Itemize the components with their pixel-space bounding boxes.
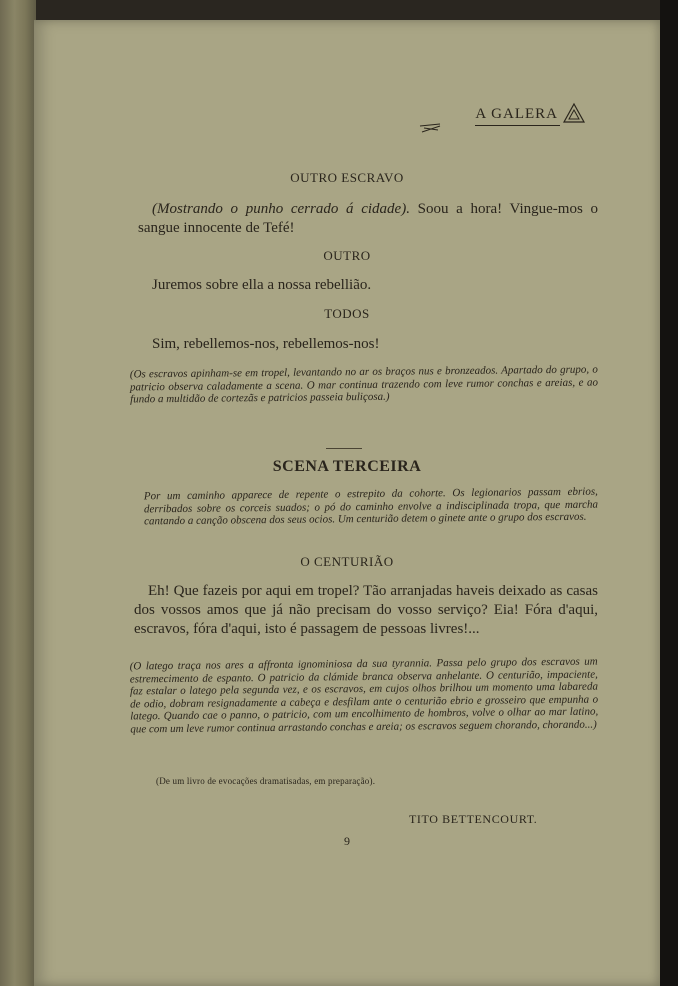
- triangle-emblem-icon: [562, 102, 586, 124]
- speech-text: Soou a hora! Vingue-mos o sangue innocente de Tefé!: [138, 201, 598, 236]
- section-divider: [326, 448, 362, 449]
- speaker-outro-escravo: OUTRO ESCRAVO: [290, 170, 404, 185]
- document-page: [34, 20, 660, 986]
- scene-title: SCENA TERCEIRA: [272, 458, 422, 475]
- page-edge: [660, 0, 678, 986]
- book-spine: [0, 0, 36, 986]
- speaker-outro: OUTRO: [323, 248, 371, 263]
- stage-direction-inline: (Mostrando o punho cerrado á cidade).: [152, 201, 410, 217]
- speech-todos: Sim, rebellemos-nos, rebellemos-nos!: [152, 336, 380, 352]
- stage-direction-3: (O latego traça nos ares a affronta ignominiosa da sua tyrannia. Passa pelo grupo dos escravos um estremecimento de espanto. O patricio da clámide branca observa anhelante. O centurião, impaciente, faz estalar o latego pela segunda vez, e os escravos, em cujos olhos brilhou um momento uma labareda de odio, dobram resignadamente a cabeça e desfilam ante o centurião ebrio e grosseiro que empunha o latego. Quando cae o panno, o patricio, com um encolhimento de hombros, volve o olhar ao mar latino, que com um leve rumor continua arrastando conchas e areia; os escravos seguem chorando, chorando...): [129, 655, 599, 735]
- speaker-centuriao: O CENTURIÃO: [300, 554, 394, 569]
- stage-direction-1: (Os escravos apinham-se em tropel, levantando no ar os braços nus e bronzeados. Apartado do grupo, o patricio observa caladamente a scena. O mar continua trazendo com leve rumor conchas e areias, e ao fundo a multidão de cortezãs e patricios passeia buliçosa.): [129, 363, 599, 406]
- page-number: 9: [344, 834, 350, 848]
- running-header: A GALERA: [475, 106, 560, 126]
- speaker-todos: TODOS: [324, 306, 370, 321]
- author-signature: TITO BETTENCOURT.: [409, 812, 538, 826]
- speech-centuriao: Eh! Que fazeis por aqui em tropel? Tão arranjadas haveis deixado as casas dos vossos amos que já não precisam do vosso serviço? Eia! Fóra d'aqui, escravos, fóra d'aqui, isto é passagem de pessoas livres!...: [134, 583, 598, 637]
- stage-direction-2: Por um caminho apparece de repente o estrepito da cohorte. Os legionarios passam ebrios, derribados sobre os corceis suados; o pó do caminho envolve a indisciplinada tropa, que marcha cantando a canção obscena dos seus ocios. Um centurião detem o ginete ante o grupo dos escravos.: [143, 485, 599, 528]
- speech-outro-escravo: [138, 200, 598, 238]
- speech-outro: Juremos sobre ella a nossa rebellião.: [152, 277, 372, 293]
- flourish-ornament-icon: [418, 122, 444, 134]
- source-note: (De um livro de evocações dramatisadas, em preparação).: [156, 776, 376, 786]
